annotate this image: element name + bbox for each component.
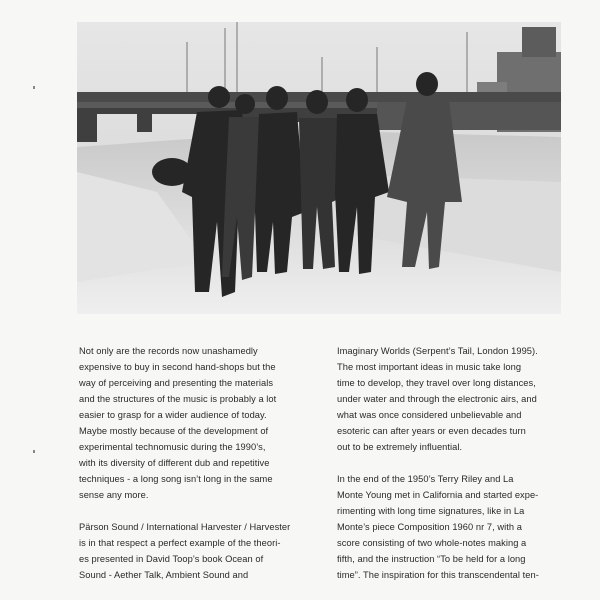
text-line: and the structures of the music is probably a lot	[79, 394, 277, 404]
paragraph	[79, 343, 301, 503]
text-line: way of perceiving and presenting the materials	[79, 378, 274, 388]
text-line: out to be extremely influential.	[337, 442, 463, 452]
text-line: Sound - Aether Talk, Ambient Sound and	[79, 570, 249, 580]
text-line: Maybe mostly because of the development of	[79, 426, 269, 436]
group-photo	[77, 22, 561, 314]
text-line: is in that respect a perfect example of the theori-	[79, 538, 281, 548]
left-text-column	[79, 343, 301, 583]
text-line: expensive to buy in second hand-shops but the	[79, 362, 276, 372]
text-line: Pärson Sound / International Harvester / Harvester	[79, 522, 291, 532]
text-line: es presented in David Toop’s book Ocean of	[79, 554, 264, 564]
text-line: time to develop, they travel over long distances,	[337, 378, 536, 388]
right-text-column	[337, 343, 569, 583]
text-line: what was once considered unbelievable and	[337, 410, 522, 420]
text-line: time”. The inspiration for this transcendental ten-	[337, 570, 539, 580]
margin-dot	[33, 450, 35, 453]
text-line: esoteric can after years or even decades turn	[337, 426, 526, 436]
text-line: Monte Young met in California and started expe-	[337, 490, 539, 500]
text-line: score consisting of two whole-notes making a	[337, 538, 527, 548]
photo-illustration	[77, 22, 561, 314]
text-line: under water and through the electronic airs, and	[337, 394, 537, 404]
text-line: experimental technomusic during the 1990’s,	[79, 442, 266, 452]
text-line: In the end of the 1950’s Terry Riley and La	[337, 474, 514, 484]
paragraph	[337, 343, 569, 455]
text-line: with its diversity of different dub and repetitive	[79, 458, 270, 468]
text-line: The most important ideas in music take long	[337, 362, 522, 372]
text-line: Imaginary Worlds (Serpent’s Tail, London 1995).	[337, 346, 538, 356]
text-line: rimenting with long time signatures, like in La	[337, 506, 525, 516]
text-line: techniques - a long song isn’t long in the same	[79, 474, 273, 484]
paragraph	[337, 471, 569, 583]
text-line: Not only are the records now unashamedly	[79, 346, 258, 356]
text-line: sense any more.	[79, 490, 149, 500]
text-line: easier to grasp for a wider audience of today.	[79, 410, 267, 420]
paragraph	[79, 519, 301, 583]
margin-dot	[33, 86, 35, 89]
text-line: Monte’s piece Composition 1960 nr 7, with a	[337, 522, 522, 532]
text-line: fifth, and the instruction “To be held for a long	[337, 554, 526, 564]
